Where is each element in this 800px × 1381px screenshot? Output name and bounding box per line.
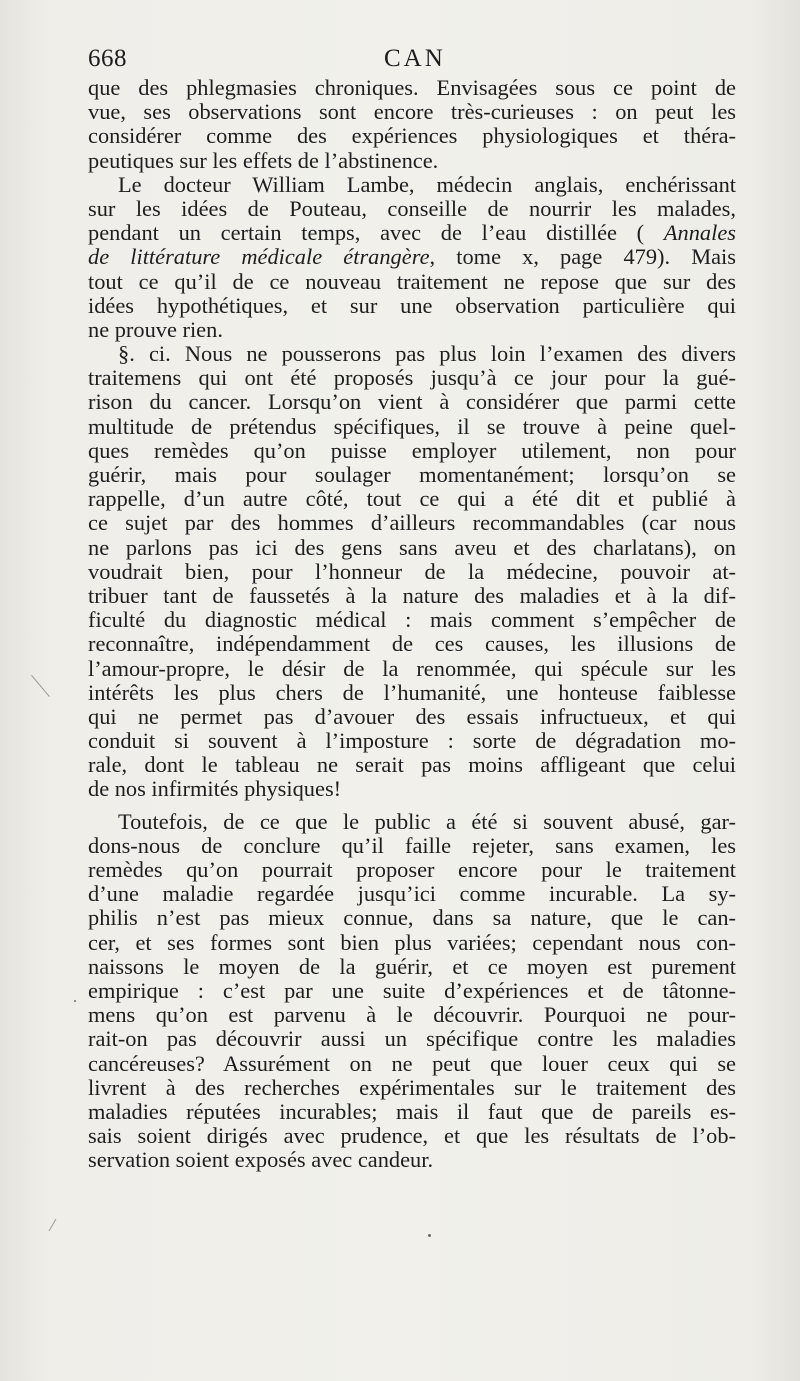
text-line: tout ce qu’il de ce nouveau traitement ne repose que sur des [88,269,736,294]
text-line: sais soient dirigés avec prudence, et que les résultats de l’ob- [88,1124,736,1149]
text-line: cer, et ses formes sont bien plus variées; cependant nous con- [88,930,736,955]
text-line: voudrait bien, pour l’honneur de la médecine, pouvoir at- [88,559,736,584]
journal-title: Annales [663,221,736,246]
text-line: qui ne permet pas d’avouer des essais infructueux, et qui [88,704,736,729]
text-line: intérêts les plus chers de l’humanité, une honteuse faiblesse [88,680,736,705]
text-line: sur les idées de Pouteau, conseille de nourrir les malades, [88,196,736,221]
section-heading-line: §. ci. Nous ne pousserons pas plus loin l’examen des divers [118,342,736,367]
text-line: cancéreuses? Assurément on ne peut que louer ceux qui se [88,1051,736,1076]
text-line: ques remèdes qu’on puisse employer utilement, non pour [88,438,736,463]
text-segment: , tome x, page 479). Mais [429,245,736,270]
text-line: multitude de prétendus spécifiques, il se trouve à peine quel- [88,414,736,439]
text-line: considérer comme des expériences physiologiques et théra- [88,124,736,149]
text-line: guérir, mais pour soulager momentanément; lorsqu’on se [88,463,736,487]
print-speck [74,1000,76,1002]
text-line: de nos infirmités physiques! [88,777,342,802]
text-line: rale, dont le tableau ne serait pas moins affligeant que celui [88,753,736,778]
print-speck [428,1234,431,1237]
page-number: 668 [88,45,127,72]
text-line: ce sujet par des hommes d’ailleurs recommandables (car nous [88,511,736,536]
text-line [88,221,736,245]
text-line: rappelle, d’un autre côté, tout ce qui a été dit et publié à [88,487,736,512]
body-text [88,76,736,1172]
text-line: vue, ses observations sont encore très-curieuses : on peut les [88,100,736,125]
text-segment: pendant un certain temps, avec de l’eau distillée ( [88,221,645,246]
text-line: remèdes qu’on pourrait proposer encore pour le traitement [88,858,736,882]
text-line: livrent à des recherches expérimentales sur le traitement des [88,1075,736,1100]
text-line: naissons le moyen de la guérir, et ce moyen est purement [88,954,736,979]
text-line: rait-on pas découvrir aussi un spécifique contre les maladies [88,1027,736,1052]
show-through-mark [31,675,50,697]
text-line: peutiques sur les effets de l’abstinence. [88,148,439,173]
text-line: servation soient exposés avec candeur. [88,1148,434,1173]
running-head: CAN [384,45,446,72]
text-line: traitemens qui ont été proposés jusqu’à ce jour pour la gué- [88,366,736,391]
journal-title-continued: de littérature médicale étrangère [88,245,430,270]
text-line: Toutefois, de ce que le public a été si souvent abusé, gar- [118,809,736,834]
text-line: conduit si souvent à l’imposture : sorte de dégradation mo- [88,729,736,754]
text-line: ne parlons pas ici des gens sans aveu et des charlatans), on [88,535,736,560]
text-line: d’une maladie regardée jusqu’ici comme incurable. La sy- [88,882,736,907]
text-line [88,245,736,269]
text-line: mens qu’on est parvenu à le découvrir. Pourquoi ne pour- [88,1003,736,1028]
text-line: dons-nous de conclure qu’il faille rejeter, sans examen, les [88,833,736,858]
text-line: rison du cancer. Lorsqu’on vient à considérer que parmi cette [88,390,736,415]
text-line: l’amour-propre, le désir de la renommée, qui spécule sur les [88,656,736,681]
text-line: idées hypothétiques, et sur une observation particulière qui [88,293,736,318]
show-through-mark [49,1219,57,1232]
text-line: ne prouve rien. [88,317,223,342]
text-line: reconnaître, indépendamment de ces causes, les illusions de [88,632,736,657]
text-line: que des phlegmasies chroniques. Envisagées sous ce point de [88,76,736,100]
text-line: tribuer tant de faussetés à la nature des maladies et à la dif- [88,583,736,608]
text-line: Le docteur William Lambe, médecin anglais, enchérissant [118,172,736,197]
text-line: maladies réputées incurables; mais il faut que de pareils es- [88,1099,736,1124]
text-line: ficulté du diagnostic médical : mais comment s’empêcher de [88,608,736,633]
paragraph-gap [88,802,736,810]
page-header [88,44,736,78]
text-line: philis n’est pas mieux connue, dans sa nature, que le can- [88,906,736,931]
text-line: empirique : c’est par une suite d’expériences et de tâtonne- [88,978,736,1003]
